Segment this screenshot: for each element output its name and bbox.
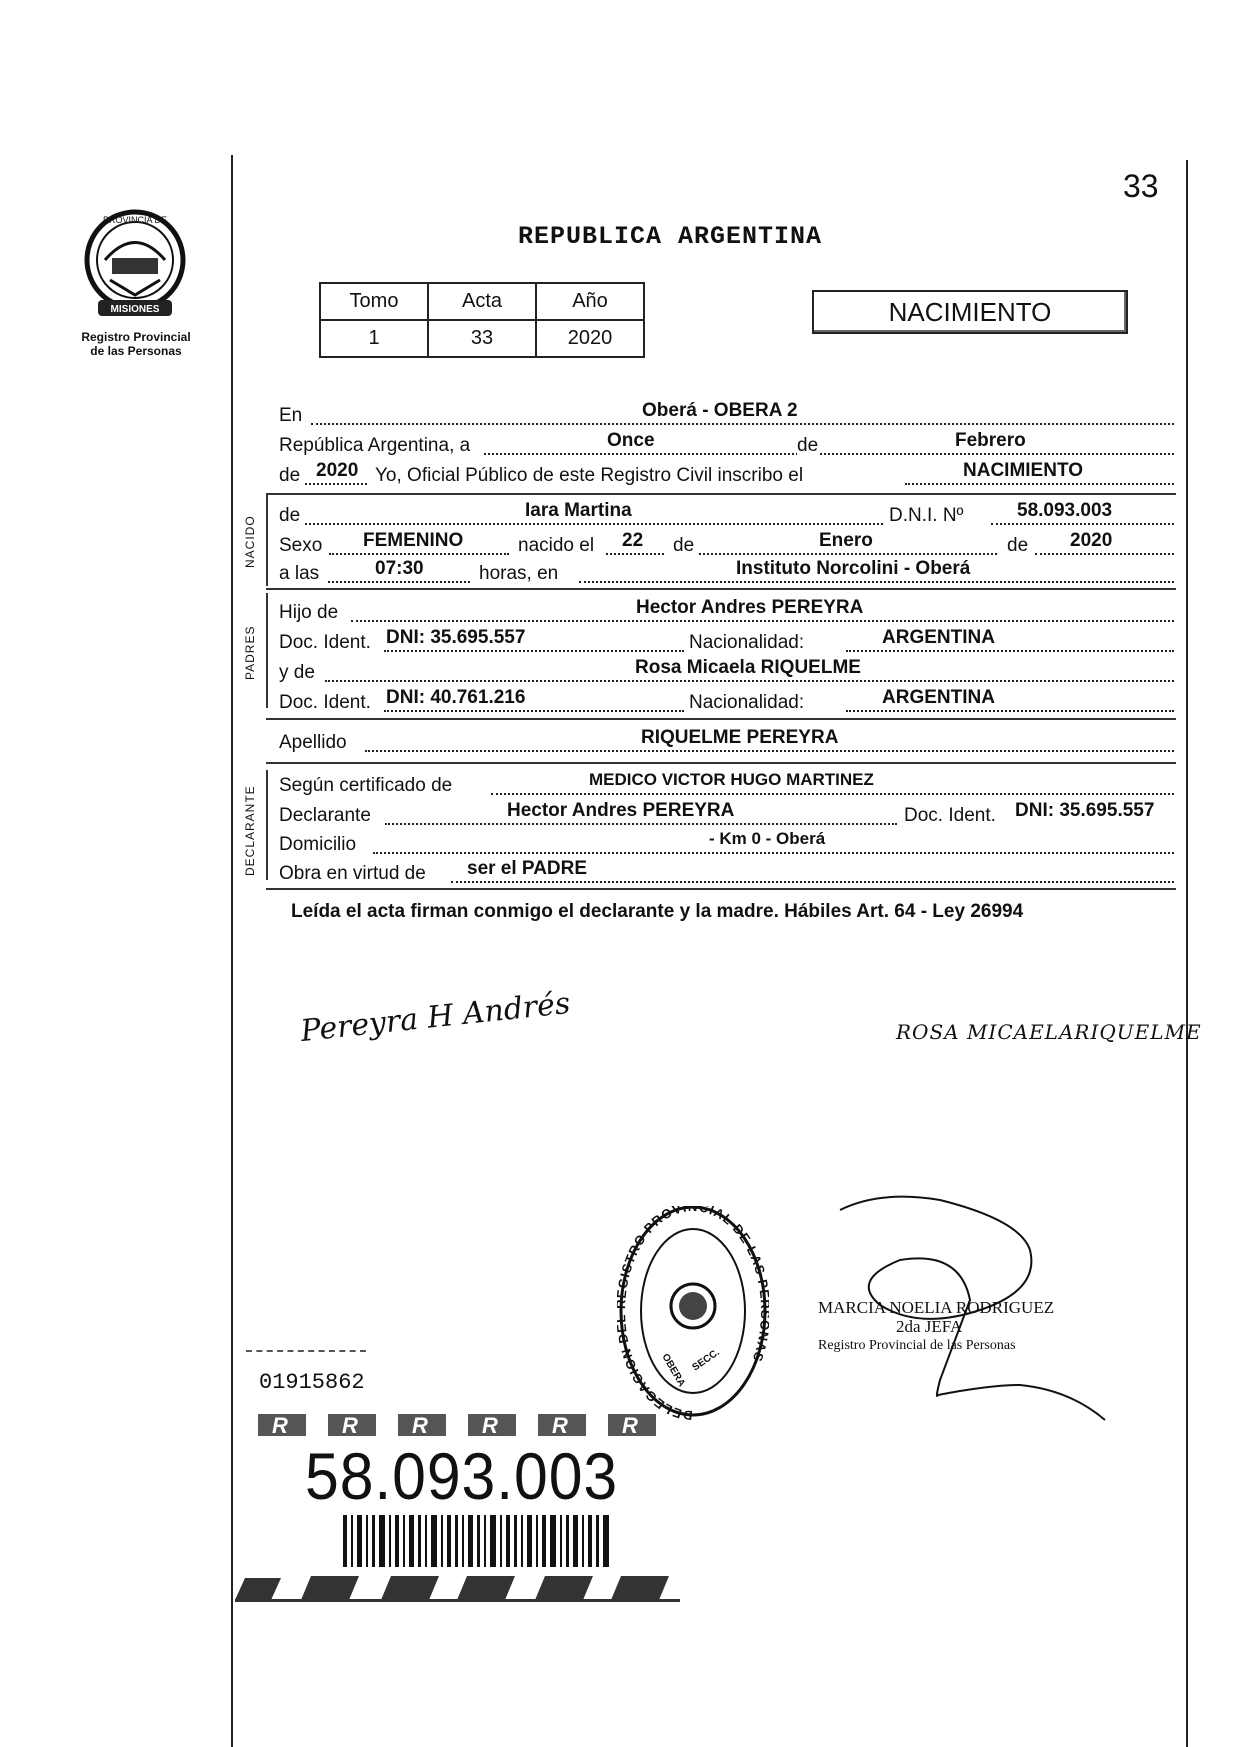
- obra-value: ser el PADRE: [467, 858, 588, 879]
- de-label: de: [797, 435, 819, 456]
- nacido-de3-label: de: [1007, 535, 1029, 556]
- row-father: [279, 597, 1174, 630]
- right-margin-line: [1186, 160, 1188, 1747]
- nacido-de-label: de: [279, 505, 301, 526]
- cert-value: MEDICO VICTOR HUGO MARTINEZ: [589, 770, 874, 789]
- official-role: 2da JEFA: [896, 1317, 963, 1336]
- anio-value: 2020: [536, 320, 644, 357]
- birth-place-value: Instituto Norcolini - Oberá: [736, 558, 971, 579]
- en-label: En: [279, 405, 303, 426]
- row-year: [279, 460, 1174, 493]
- nacido-dni-value: 58.093.003: [1017, 500, 1113, 521]
- official-block: [818, 1298, 1054, 1355]
- misiones-seal-logo: [80, 200, 190, 325]
- mother-nat-value: ARGENTINA: [882, 687, 995, 708]
- row-nacido-time: [279, 558, 1174, 591]
- strip-r-6: R: [622, 1413, 638, 1438]
- mother-name-value: Rosa Micaela RIQUELME: [635, 657, 861, 678]
- row-nacido-name: [279, 500, 1174, 533]
- security-strip-bottom: [235, 1568, 685, 1602]
- record-table: [319, 282, 645, 358]
- apellido-label: Apellido: [279, 732, 347, 753]
- month-value: Febrero: [955, 430, 1026, 451]
- father-signature: Pereyra H Andrés: [298, 985, 572, 1050]
- row-mother-doc: [279, 687, 1174, 720]
- horas-label: horas, en: [479, 563, 559, 584]
- registry-caption-line2: de las Personas: [90, 344, 182, 358]
- republica-label: República Argentina, a: [279, 435, 471, 456]
- mother-signature: ROSA MICAELARIQUELME: [896, 1020, 1202, 1044]
- left-margin-line: [231, 155, 233, 1747]
- apellido-value: RIQUELME PEREYRA: [641, 727, 839, 748]
- time-value: 07:30: [375, 558, 424, 579]
- dni-label: D.N.I. Nº: [889, 505, 964, 526]
- strip-r-2: R: [342, 1413, 358, 1438]
- inscribo-label: Yo, Oficial Público de este Registro Civil inscribo el: [375, 465, 804, 486]
- padres-section-label: PADRES: [243, 625, 257, 680]
- record-type-box: NACIMIENTO: [812, 290, 1128, 334]
- registry-caption-line1: Registro Provincial: [81, 330, 191, 344]
- official-org: Registro Provincial de las Personas: [818, 1338, 1016, 1353]
- stamp-ring-text: DELEGACION ISTRO PROVINCIAL DE LAS AS: [617, 1206, 769, 1424]
- seal-bottom-text: MISIONES: [110, 304, 160, 315]
- acta-value: 33: [428, 320, 536, 357]
- declarante-section-label: DECLARANTE: [243, 785, 257, 876]
- strip-r-3: R: [412, 1413, 428, 1438]
- tomo-header: Tomo: [320, 283, 428, 320]
- seal-top-text: PROVINCIA DE: [102, 215, 168, 225]
- page-number: 33: [1123, 168, 1159, 204]
- closing-statement: Leída el acta firman conmigo el declarante y la madre. Hábiles Art. 64 - Ley 26994: [291, 901, 1024, 922]
- de2-label: de: [279, 465, 301, 486]
- domicilio-value: - Km 0 - Oberá: [709, 829, 826, 848]
- strip-r-1: R: [272, 1413, 288, 1438]
- declarante-value: Hector Andres PEREYRA: [507, 800, 735, 821]
- row-date: [279, 430, 1174, 463]
- sexo-label: Sexo: [279, 535, 323, 556]
- stamp-inner-secc: SECC.: [690, 1346, 722, 1374]
- strip-r-4: R: [482, 1413, 498, 1438]
- serial-number: 01915862: [259, 1370, 365, 1395]
- row-mother: [279, 657, 1174, 690]
- father-doc-value: DNI: 35.695.557: [386, 627, 526, 648]
- mother-nat-label: Nacionalidad:: [689, 692, 805, 713]
- row-certificado: [279, 770, 1174, 803]
- y-de-label: y de: [279, 662, 315, 683]
- birth-year-value: 2020: [1070, 530, 1113, 551]
- record-kind-value: NACIMIENTO: [963, 460, 1083, 481]
- row-apellido: [279, 727, 1174, 760]
- row-obra: [279, 858, 1174, 891]
- nacido-section-label: NACIDO: [243, 515, 257, 568]
- place-value: Oberá - OBERA 2: [642, 400, 798, 421]
- nacido-el-label: nacido el: [518, 535, 595, 556]
- stamp-inner-obera: OBERA: [659, 1352, 687, 1389]
- father-nat-value: ARGENTINA: [882, 627, 995, 648]
- nacido-de2-label: de: [673, 535, 695, 556]
- big-dni-number: 58.093.003: [305, 1439, 619, 1513]
- a-las-label: a las: [279, 563, 320, 584]
- sexo-value: FEMENINO: [363, 530, 464, 551]
- father-name-value: Hector Andres PEREYRA: [636, 597, 864, 618]
- nacido-name-value: Iara Martina: [525, 500, 632, 521]
- mother-doc-value: DNI: 40.761.216: [386, 687, 526, 708]
- acta-header: Acta: [428, 283, 536, 320]
- anio-header: Año: [536, 283, 644, 320]
- birth-day-value: 22: [622, 530, 644, 551]
- official-name: MARCIA NOELIA RODRIGUEZ: [818, 1298, 1055, 1317]
- birth-month-value: Enero: [819, 530, 873, 551]
- row-father-doc: [279, 627, 1174, 660]
- domicilio-label: Domicilio: [279, 834, 357, 855]
- cert-label: Según certificado de: [279, 775, 453, 796]
- father-doc-label: Doc. Ident.: [279, 632, 371, 653]
- father-nat-label: Nacionalidad:: [689, 632, 805, 653]
- barcode: [343, 1515, 613, 1567]
- security-strip-top: [246, 1408, 686, 1440]
- obra-label: Obra en virtud de: [279, 863, 426, 884]
- row-place: [279, 400, 1174, 433]
- tomo-value: 1: [320, 320, 428, 357]
- mother-doc-label: Doc. Ident.: [279, 692, 371, 713]
- hijo-de-label: Hijo de: [279, 602, 339, 623]
- declarante-doc-label: Doc. Ident.: [904, 805, 996, 826]
- document-title: REPUBLICA ARGENTINA: [518, 222, 823, 251]
- declarante-doc-value: DNI: 35.695.557: [1015, 800, 1155, 821]
- strip-r-5: R: [552, 1413, 568, 1438]
- row-domicilio: [279, 829, 1174, 862]
- declarante-label: Declarante: [279, 805, 371, 826]
- year-value: 2020: [316, 460, 359, 481]
- day-value: Once: [607, 430, 655, 451]
- official-stamp: [617, 1206, 769, 1424]
- registry-caption: [62, 330, 210, 358]
